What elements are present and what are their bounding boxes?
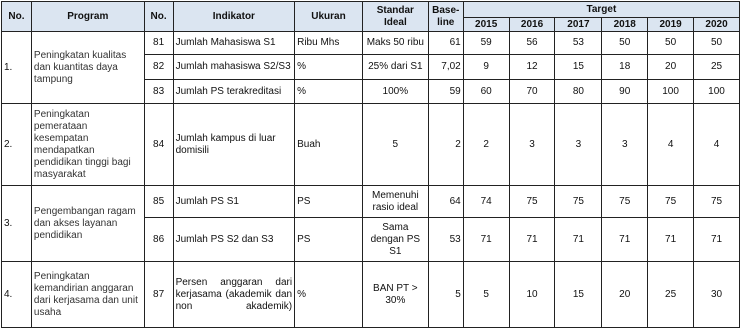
target-value: 20 (602, 262, 648, 328)
baseline-value: 53 (428, 218, 463, 262)
program-target-table (1, 1, 740, 328)
target-value: 50 (648, 32, 694, 55)
target-value: 25 (648, 262, 694, 328)
header-indikator: Indikator (173, 2, 295, 32)
target-value: 50 (694, 32, 740, 55)
indicator-number: 86 (144, 218, 173, 262)
target-value: 4 (694, 104, 740, 186)
target-value: 90 (602, 80, 648, 104)
target-value: 2 (463, 104, 509, 186)
indicator-number: 87 (144, 262, 173, 328)
program-number: 3. (2, 186, 32, 262)
header-program: Program (31, 2, 144, 32)
target-value: 60 (463, 80, 509, 104)
baseline-value: 61 (428, 32, 463, 55)
ideal-standard: 5 (362, 104, 428, 186)
header-year: 2020 (694, 18, 740, 32)
indicator-number: 84 (144, 104, 173, 186)
program-name: Peningkatan kualitas dan kuantitas daya tampung (31, 32, 144, 104)
target-value: 10 (509, 262, 555, 328)
indicator-name: Jumlah PS terakreditasi (173, 80, 295, 104)
ideal-standard: Sama dengan PS S1 (362, 218, 428, 262)
indicator-number: 85 (144, 186, 173, 218)
unit: % (295, 55, 363, 80)
unit: Buah (295, 104, 363, 186)
program-name: Peningkatan kemandirian anggaran dari kerjasama dan unit usaha (31, 262, 144, 328)
target-value: 100 (694, 80, 740, 104)
target-value: 75 (555, 186, 602, 218)
header-no: No. (2, 2, 32, 32)
header-standar-ideal: Standar Ideal (362, 2, 428, 32)
indicator-name: Jumlah kampus di luar domisili (173, 104, 295, 186)
table-row (2, 186, 740, 218)
indicator-number: 82 (144, 55, 173, 80)
header-baseline: Base-line (428, 2, 463, 32)
target-value: 53 (555, 32, 602, 55)
target-value: 71 (555, 218, 602, 262)
target-value: 71 (509, 218, 555, 262)
target-value: 4 (648, 104, 694, 186)
target-value: 75 (509, 186, 555, 218)
ideal-standard: 100% (362, 80, 428, 104)
target-value: 71 (648, 218, 694, 262)
program-number: 2. (2, 104, 32, 186)
ideal-standard: 25% dari S1 (362, 55, 428, 80)
indicator-name: Persen anggaran dari kerjasama (akademik dan non akademik) (173, 262, 295, 328)
header-year: 2016 (509, 18, 555, 32)
target-value: 3 (602, 104, 648, 186)
table-row (2, 32, 740, 55)
target-value: 75 (602, 186, 648, 218)
indicator-number: 81 (144, 32, 173, 55)
target-value: 71 (463, 218, 509, 262)
target-value: 3 (555, 104, 602, 186)
target-value: 15 (555, 262, 602, 328)
ideal-standard: Maks 50 ribu (362, 32, 428, 55)
header-ukuran: Ukuran (295, 2, 363, 32)
target-value: 30 (694, 262, 740, 328)
header-no2: No. (144, 2, 173, 32)
indicator-number: 83 (144, 80, 173, 104)
target-value: 9 (463, 55, 509, 80)
indicator-name: Jumlah PS S2 dan S3 (173, 218, 295, 262)
target-value: 12 (509, 55, 555, 80)
ideal-standard: BAN PT > 30% (362, 262, 428, 328)
header-year: 2018 (602, 18, 648, 32)
baseline-value: 5 (428, 262, 463, 328)
table-row (2, 104, 740, 186)
header-year: 2015 (463, 18, 509, 32)
indicator-name: Jumlah PS S1 (173, 186, 295, 218)
target-value: 50 (602, 32, 648, 55)
program-name: Pengembangan ragam dan akses layanan pendidikan (31, 186, 144, 262)
target-value: 75 (648, 186, 694, 218)
target-value: 20 (648, 55, 694, 80)
header-year: 2017 (555, 18, 602, 32)
unit: PS (295, 186, 363, 218)
target-value: 15 (555, 55, 602, 80)
target-value: 100 (648, 80, 694, 104)
indicator-name: Jumlah Mahasiswa S1 (173, 32, 295, 55)
unit: PS (295, 218, 363, 262)
header-target: Target (463, 2, 739, 18)
target-value: 18 (602, 55, 648, 80)
baseline-value: 7,02 (428, 55, 463, 80)
program-number: 1. (2, 32, 32, 104)
baseline-value: 59 (428, 80, 463, 104)
target-value: 75 (694, 186, 740, 218)
target-value: 80 (555, 80, 602, 104)
target-value: 59 (463, 32, 509, 55)
target-value: 56 (509, 32, 555, 55)
program-name: Peningkatan pemerataan kesempatan mendapatkan pendidikan tinggi bagi masyarakat (31, 104, 144, 186)
target-value: 25 (694, 55, 740, 80)
table-row (2, 262, 740, 328)
ideal-standard: Memenuhi rasio ideal (362, 186, 428, 218)
program-number: 4. (2, 262, 32, 328)
target-value: 5 (463, 262, 509, 328)
unit: % (295, 80, 363, 104)
target-value: 70 (509, 80, 555, 104)
header-year: 2019 (648, 18, 694, 32)
baseline-value: 64 (428, 186, 463, 218)
target-value: 3 (509, 104, 555, 186)
target-value: 71 (602, 218, 648, 262)
unit: Ribu Mhs (295, 32, 363, 55)
target-value: 71 (694, 218, 740, 262)
unit: % (295, 262, 363, 328)
indicator-name: Jumlah mahasiswa S2/S3 (173, 55, 295, 80)
baseline-value: 2 (428, 104, 463, 186)
target-value: 74 (463, 186, 509, 218)
